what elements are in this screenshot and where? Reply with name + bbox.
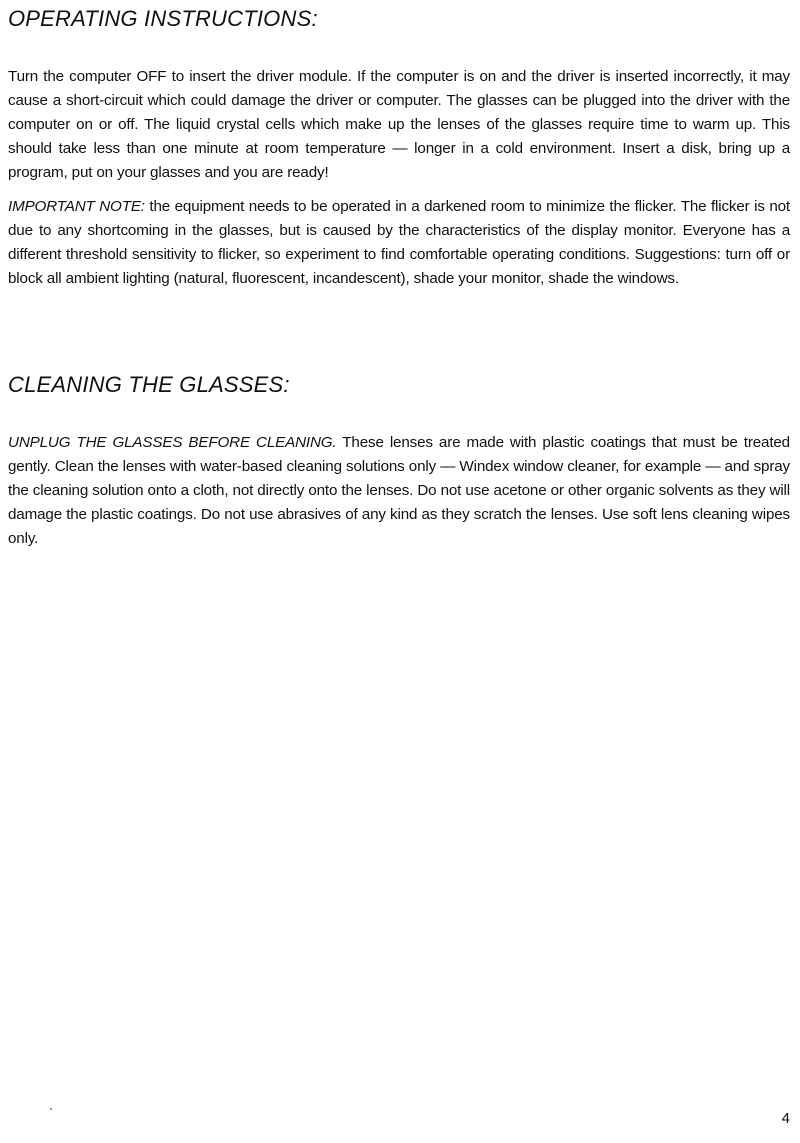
cleaning-text: These lenses are made with plastic coatings that must be treated gently. Clean the lenses with water-based cleaning solutions only — Windex window cleaner, for example — and spray the cleaning solution onto a cloth, not directly onto the lenses. Do not use acetone or other organic solvents as they will damage the plastic coatings. Do not use abrasives of any kind as they scratch the lenses. Use soft lens cleaning wipes only.: [8, 434, 790, 547]
cleaning-paragraph: [8, 431, 790, 551]
important-note-paragraph: [8, 195, 790, 291]
page-number: 4: [781, 1110, 790, 1127]
operating-instructions-section: [8, 6, 790, 291]
scan-speck: [50, 1108, 52, 1110]
cleaning-lead: UNPLUG THE GLASSES BEFORE CLEANING.: [8, 434, 337, 451]
important-note-text: the equipment needs to be operated in a darkened room to minimize the flicker. The flicker is not due to any shortcoming in the glasses, but is caused by the characteristics of the display monitor. Everyone has a different threshold sensitivity to flicker, so experiment to find comfortable operating conditions. Suggestions: turn off or block all ambient lighting (natural, fluorescent, incandescent), shade your monitor, shade the windows.: [8, 198, 790, 287]
important-note-label: IMPORTANT NOTE:: [8, 198, 145, 215]
cleaning-section: [8, 372, 790, 551]
cleaning-heading: CLEANING THE GLASSES:: [8, 372, 290, 397]
operating-instructions-heading: OPERATING INSTRUCTIONS:: [8, 6, 318, 31]
operating-paragraph: Turn the computer OFF to insert the driver module. If the computer is on and the driver is inserted incorrectly, it may cause a short-circuit which could damage the driver or computer. The glasses can be plugged into the driver with the computer on or off. The liquid crystal cells which make up the lenses of the glasses require time to warm up. This should take less than one minute at room temperature — longer in a cold environment. Insert a disk, bring up a program, put on your glasses and you are ready!: [8, 68, 790, 181]
